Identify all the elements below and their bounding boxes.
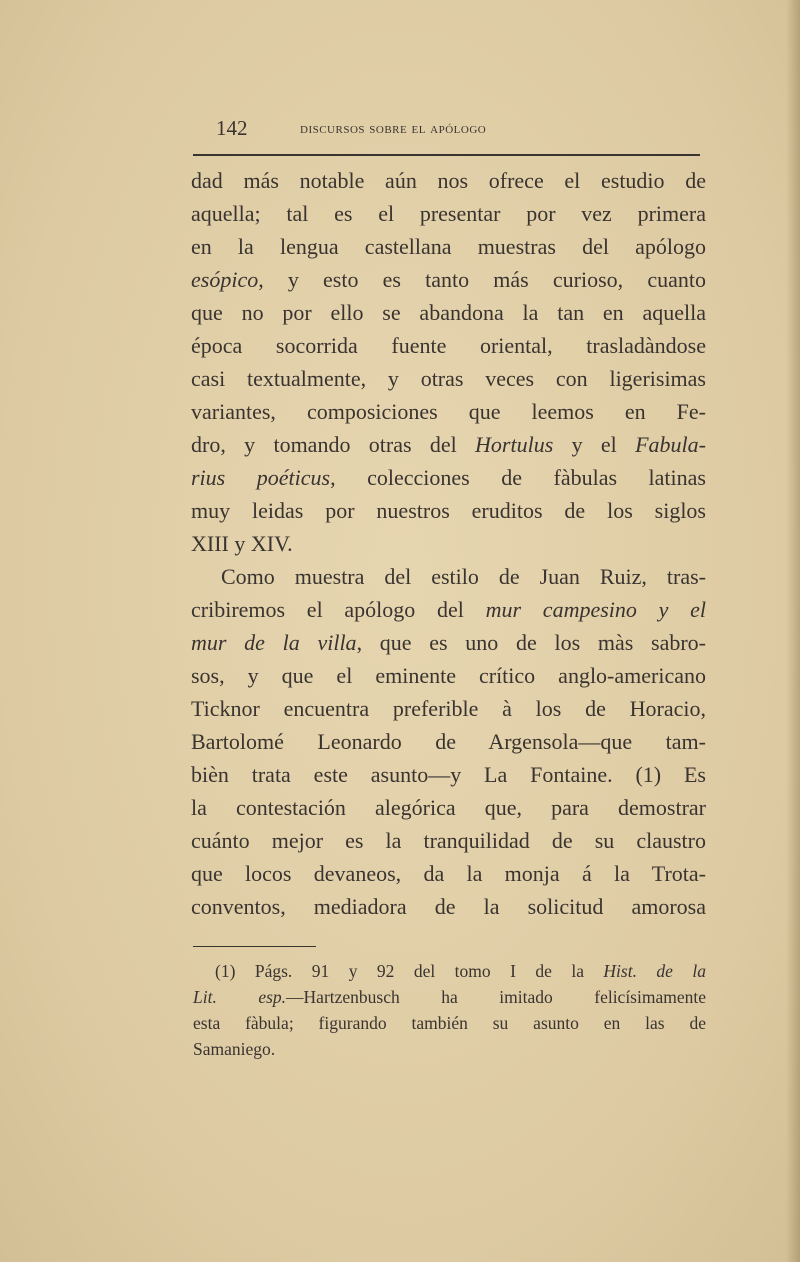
text-line xyxy=(191,725,706,758)
text-segment: , que es uno de los màs sabro- xyxy=(356,630,706,655)
text-line xyxy=(191,164,706,197)
text-segment: , y esto es tanto más curioso, cuanto xyxy=(258,267,706,292)
text-line xyxy=(191,362,706,395)
text-line xyxy=(191,692,706,725)
text-segment: cuánto mejor es la tranquilidad de su claustro xyxy=(191,828,706,853)
text-segment: y el xyxy=(553,432,636,457)
text-segment: Ticknor encuentra preferible à los de Horacio, xyxy=(191,696,706,721)
text-line xyxy=(191,395,706,428)
footnote-rule xyxy=(193,946,316,947)
footnote-line xyxy=(193,958,706,984)
italic-text: rius poéticus xyxy=(191,465,331,490)
text-line xyxy=(191,857,706,890)
text-line xyxy=(191,791,706,824)
page-number: 142 xyxy=(216,116,248,140)
body-text xyxy=(191,164,706,923)
text-line xyxy=(191,461,706,494)
italic-text: Fabula- xyxy=(635,432,706,457)
italic-text: mur de la villa xyxy=(191,630,357,655)
page-edge-shadow xyxy=(786,0,800,1262)
text-segment: dad más notable aún nos ofrece el estudio de xyxy=(191,168,706,193)
text-segment: bièn trata este asunto—y La Fontaine. (1) Es xyxy=(191,762,706,787)
text-segment: en la lengua castellana muestras del apólogo xyxy=(191,234,706,259)
text-segment: cribiremos el apólogo del xyxy=(191,597,486,622)
text-segment: conventos, mediadora de la solicitud amorosa xyxy=(191,894,706,919)
text-segment: esta fàbula; figurando también su asunto en las de xyxy=(193,1013,706,1033)
footnote-line xyxy=(193,1010,706,1036)
text-line xyxy=(191,758,706,791)
text-segment: Como muestra del estilo de Juan Ruiz, tras- xyxy=(221,564,706,589)
text-segment: muy leidas por nuestros eruditos de los siglos xyxy=(191,498,706,523)
text-segment: , colecciones de fàbulas latinas xyxy=(330,465,706,490)
text-line xyxy=(191,263,706,296)
text-segment: variantes, composiciones que leemos en Fe- xyxy=(191,399,706,424)
footnote-line xyxy=(193,984,706,1010)
text-line xyxy=(191,494,706,527)
italic-text: mur campesino y el xyxy=(485,597,706,622)
text-line xyxy=(191,296,706,329)
text-segment: que locos devaneos, da la monja á la Trota- xyxy=(191,861,706,886)
text-line xyxy=(191,560,706,593)
text-segment: casi textualmente, y otras veces con ligerisimas xyxy=(191,366,706,391)
header-rule xyxy=(193,154,700,156)
text-segment: —Hartzenbusch ha imitado felicísimamente xyxy=(286,987,706,1007)
text-line xyxy=(191,659,706,692)
text-line xyxy=(191,593,706,626)
text-line xyxy=(191,626,706,659)
text-line xyxy=(191,197,706,230)
text-line xyxy=(191,329,706,362)
italic-text: esópico xyxy=(191,267,259,292)
page-header xyxy=(216,116,706,146)
text-segment: la contestación alegórica que, para demostrar xyxy=(191,795,706,820)
running-title: discursos sobre el apólogo xyxy=(300,121,487,137)
text-segment: Samaniego. xyxy=(193,1039,276,1059)
text-segment: dro, y tomando otras del xyxy=(191,432,476,457)
footnote-line xyxy=(193,1036,706,1062)
text-segment: sos, y que el eminente crítico anglo-americano xyxy=(191,663,706,688)
text-line xyxy=(191,428,706,461)
text-line xyxy=(191,230,706,263)
footnote xyxy=(193,958,706,1062)
italic-text: Lit. esp. xyxy=(193,987,287,1007)
text-line xyxy=(191,824,706,857)
text-line xyxy=(191,527,706,560)
italic-text: Hortulus xyxy=(475,432,554,457)
italic-text: Hist. de la xyxy=(603,961,706,981)
text-segment: época socorrida fuente oriental, trasladàndose xyxy=(191,333,706,358)
text-segment: XIII y XIV. xyxy=(191,531,293,556)
text-segment: que no por ello se abandona la tan en aquella xyxy=(191,300,706,325)
text-segment: (1) Págs. 91 y 92 del tomo I de la xyxy=(215,961,604,981)
text-segment: Bartolomé Leonardo de Argensola—que tam- xyxy=(191,729,706,754)
text-line xyxy=(191,890,706,923)
text-segment: aquella; tal es el presentar por vez primera xyxy=(191,201,706,226)
